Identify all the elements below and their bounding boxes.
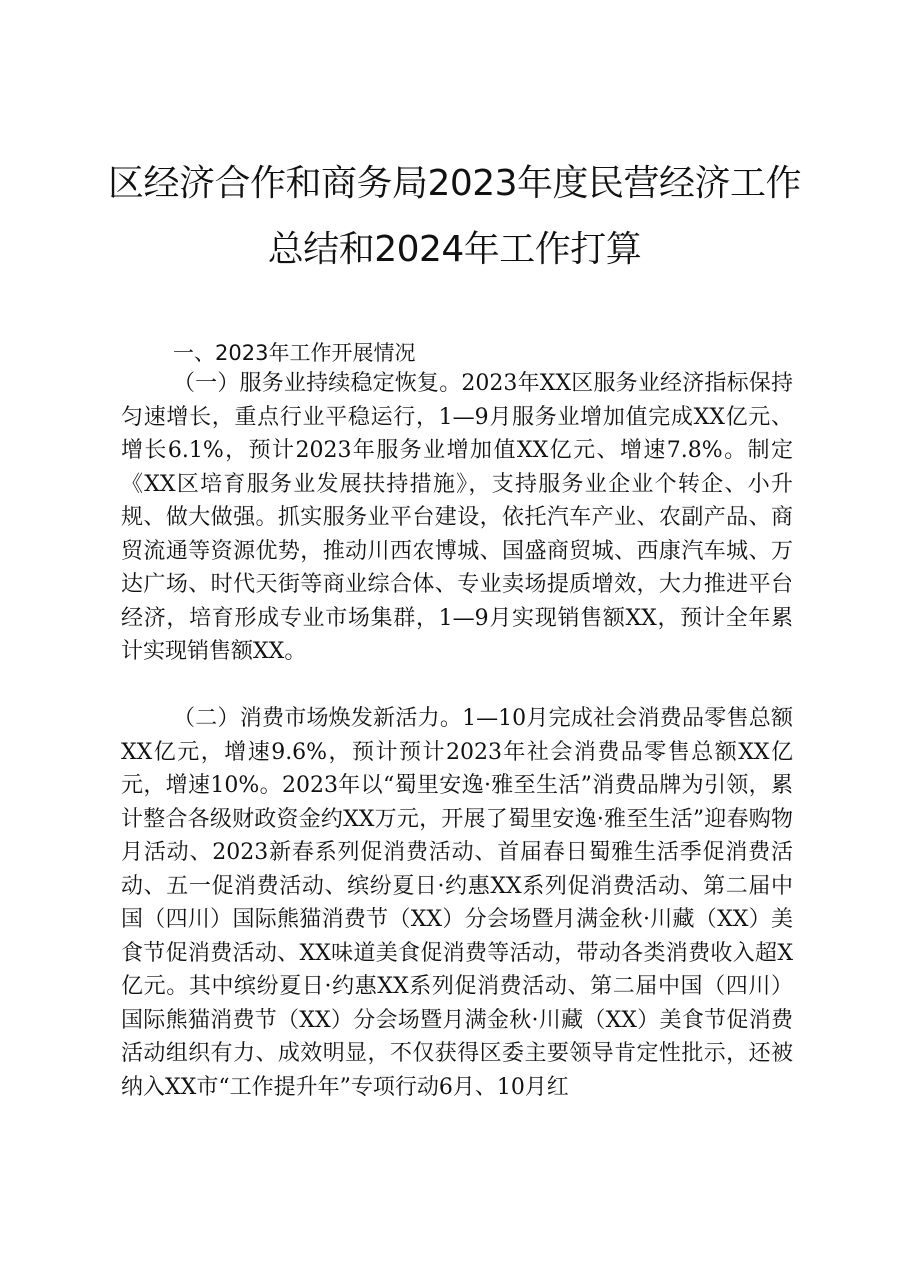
section-heading: 一、2023年工作开展情况 (173, 341, 416, 365)
paragraph-service-industry: （一）服务业持续稳定恢复。2023年XX区服务业经济指标保持匀速增长，重点行业平稳运行，1—9月服务业增加值完成XX亿元、增长6.1%，预计2023年服务业增加值XX亿元、增速7.8%。制定《XX区培育服务业发展扶持措施》，支持服务业企业个转企、小升规、做大做强。抓实服务业平台建设，依托汽车产业、农副产品、商贸流通等资源优势，推动川西农博城、国盛商贸城、西康汽车城、万达广场、时代天街等商业综合体、专业卖场提质增效，大力推进平台经济，培育形成专业市场集群，1—9月实现销售额XX，预计全年累计实现销售额XX。 (121, 371, 793, 664)
paragraph-consumer-market: （二）消费市场焕发新活力。1—10月完成社会消费品零售总额XX亿元，增速9.6%，预计预计2023年社会消费品零售总额XX亿元，增速10%。2023年以“蜀里安逸·雅至生活”消费品牌为引领，累计整合各级财政资金约XX万元，开展了蜀里安逸·雅至生活”迎春购物月活动、2023新春系列促消费活动、首届春日蜀雅生活季促消费活动、五一促消费活动、缤纷夏日·约惠XX系列促消费活动、第二届中国（四川）国际熊猫消费节（XX）分会场暨月满金秋·川藏（XX）美食节促消费活动、XX味道美食促消费等活动，带动各类消费收入超X亿元。其中缤纷夏日·约惠XX系列促消费活动、第二届中国（四川）国际熊猫消费节（XX）分会场暨月满金秋·川藏（XX）美食节促消费活动组织有力、成效明显，不仅获得区委主要领导肯定性批示，还被纳入XX市“工作提升年”专项行动6月、10月红 (121, 706, 793, 1100)
document-title-line-1: 区经济合作和商务局2023年度民营经济工作 (107, 163, 802, 204)
document-title-line-2: 总结和2024年工作打算 (267, 229, 642, 270)
